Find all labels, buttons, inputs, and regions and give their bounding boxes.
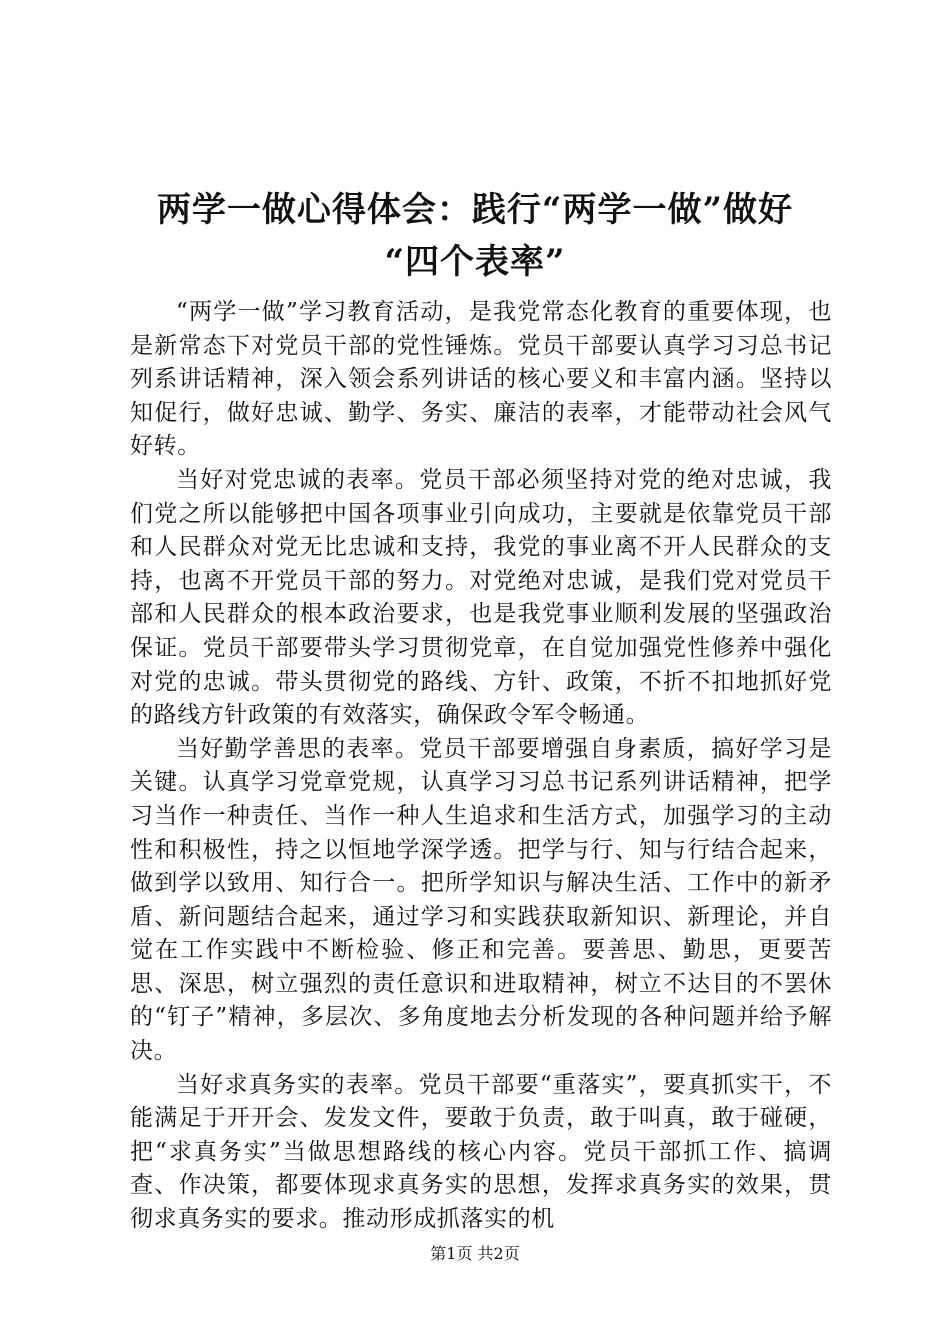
paragraph-pragmatism: 当好求真务实的表率。党员干部要“重落实”，要真抓实干，不能满足于开开会、发发文件，要敢于负责，敢于叫真，敢于碰硬，把“求真务实”当做思想路线的核心内容。党员干部抓工作、搞调查、作决策，都要体现求真务实的思想，发挥求真务实的效果，贯彻求真务实的要求。推动形成抓落实的机 (130, 1071, 832, 1233)
paragraph-intro: “两学一做”学习教育活动，是我党常态化教育的重要体现，也是新常态下对党员干部的党性锤炼。党员干部要认真学习习总书记列系讲话精神，深入领会系列讲话的核心要义和丰富内涵。坚持以知促行，做好忠诚、勤学、务实、廉洁的表率，才能带动社会风气好转。 (130, 299, 832, 460)
document-title-line-1: 两学一做心得体会：践行“两学一做”做好 (156, 190, 794, 230)
page-footer: 第1页 共2页 (430, 1244, 520, 1263)
paragraph-study: 当好勤学善思的表率。党员干部要增强自身素质，搞好学习是关键。认真学习党章党规，认真学习习总书记系列讲话精神，把学习当作一种责任、当作一种人生追求和生活方式，加强学习的主动性和积极性，持之以恒地学深学透。把学与行、知与行结合起来，做到学以致用、知行合一。把所学知识与解决生活、工作中的新矛盾、新问题结合起来，通过学习和实践获取新知识、新理论，并自觉在工作实践中不断检验、修正和完善。要善思、勤思，更要苦思、深思，树立强烈的责任意识和进取精神，树立不达目的不罢休的“钉子”精神，多层次、多角度地去分析发现的各种问题并给予解决。 (130, 735, 832, 1065)
paragraph-loyalty: 当好对党忠诚的表率。党员干部必须坚持对党的绝对忠诚，我们党之所以能够把中国各项事业引向成功，主要就是依靠党员干部和人民群众对党无比忠诚和支持，我党的事业离不开人民群众的支持，也离不开党员干部的努力。对党绝对忠诚，是我们党对党员干部和人民群众的根本政治要求，也是我党事业顺利发展的坚强政治保证。党员干部要带头学习贯彻党章，在自觉加强党性修养中强化对党的忠诚。带头贯彻党的路线、方针、政策，不折不扣地抓好党的路线方针政策的有效落实，确保政令军令畅通。 (130, 466, 832, 729)
document-body (130, 296, 832, 1237)
document-title-line-2: “四个表率” (384, 242, 566, 282)
